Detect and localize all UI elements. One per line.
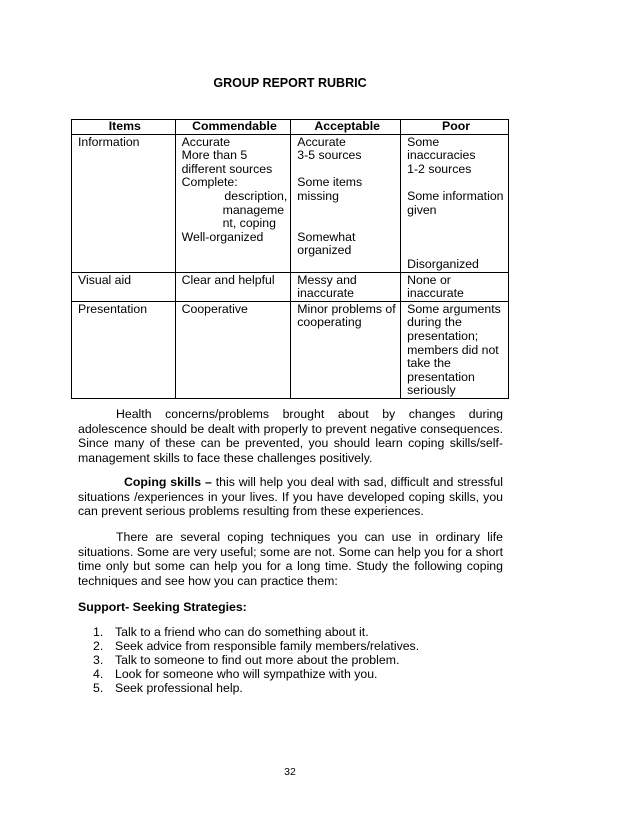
cell-item: Presentation <box>72 301 176 398</box>
cell-poor: Some arguments during the presentation; members did not take the presentation seriously <box>401 301 509 398</box>
cell-item: Visual aid <box>72 272 176 301</box>
cell-poor: Some inaccuracies 1-2 sources Some information given Disorganized <box>401 134 509 272</box>
cell-acceptable: Accurate 3-5 sources Some items missing Somewhat organized <box>291 134 401 272</box>
header-items: Items <box>72 120 176 135</box>
page-number: 32 <box>284 766 296 778</box>
row-visual-aid <box>72 272 509 301</box>
list-item: 2. Seek advice from responsible family members/relatives. <box>93 639 420 653</box>
header-commendable: Commendable <box>175 120 291 135</box>
cell-commendable: Cooperative <box>175 301 291 398</box>
coping-skills-term: Coping skills – <box>124 475 212 489</box>
cell-acceptable: Minor problems of cooperating <box>291 301 401 398</box>
strategies-list <box>93 625 419 695</box>
rubric-header-row <box>72 120 509 135</box>
cell-commendable: Clear and helpful <box>175 272 291 301</box>
header-acceptable: Acceptable <box>291 120 401 135</box>
support-strategies-heading: Support- Seeking Strategies: <box>78 600 247 614</box>
list-item: 5. Seek professional help. <box>93 681 243 695</box>
list-item: 3. Talk to someone to find out more about the problem. <box>93 653 400 667</box>
cell-poor: None or inaccurate <box>401 272 509 301</box>
cell-item: Information <box>72 134 176 272</box>
paragraph-health-concerns: Health concerns/problems brought about by changes during adolescence should be dealt with properly to prevent negative consequences. Since many of these can be prevented, you should learn coping skills/self- management skills to face these challenges positively. <box>78 407 503 465</box>
paragraph-coping-skills: Coping skills – this will help you deal with sad, difficult and stressful situations /experiences in your lives. If you have developed coping skills, you can prevent serious problems resulting from these experiences. <box>78 475 503 519</box>
row-information <box>72 134 509 272</box>
header-poor: Poor <box>401 120 509 135</box>
list-item: 4. Look for someone who will sympathize with you. <box>93 667 378 681</box>
rubric-table <box>71 119 509 399</box>
cell-commendable: Accurate More than 5 different sources Complete: description, manageme nt, coping Well-organized <box>175 134 291 272</box>
row-presentation <box>72 301 509 398</box>
rubric-title: GROUP REPORT RUBRIC <box>213 76 367 90</box>
paragraph-coping-techniques: There are several coping techniques you can use in ordinary life situations. Some are very useful; some are not. Some can help you for a short time only but some can help you for a long time. Study the following coping techniques and see how you can practice them: <box>78 530 503 588</box>
cell-acceptable: Messy and inaccurate <box>291 272 401 301</box>
list-item: 1. Talk to a friend who can do something about it. <box>93 625 369 639</box>
